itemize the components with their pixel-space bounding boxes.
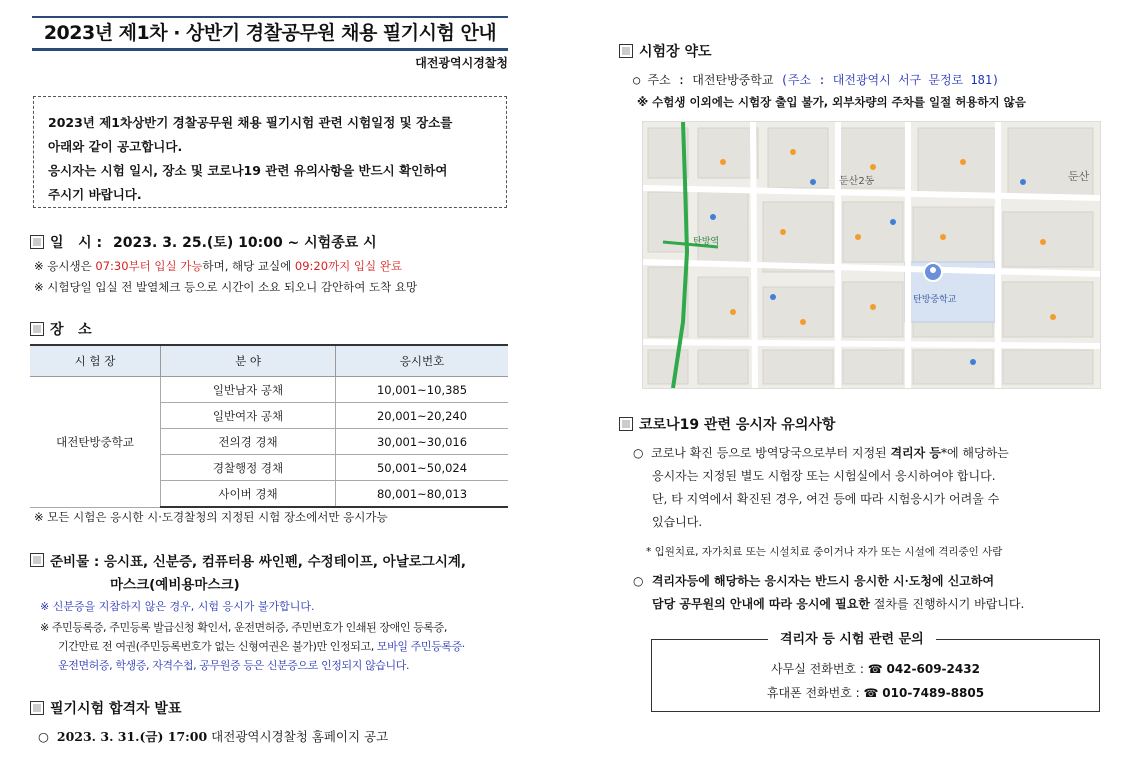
notice-line-2: 아래와 같이 공고합니다.	[48, 139, 183, 154]
range-cell: 50,001~50,024	[336, 455, 509, 481]
map-heading	[619, 41, 712, 61]
section-box-icon	[30, 235, 44, 249]
result-line	[38, 727, 388, 745]
section-box-icon	[619, 44, 633, 58]
phone-icon: ☎	[867, 662, 883, 676]
contact-mobile-label: 휴대폰 전화번호 :	[766, 686, 864, 700]
items-heading-line-2: 마스크(예비용마스크)	[110, 577, 240, 593]
covid-p1-line4: 있습니다.	[652, 515, 703, 529]
venue-note: ※ 모든 시험은 응시한 시·도경찰청의 지정된 시험 장소에서만 응시가능	[34, 510, 388, 524]
result-bullet: ○	[38, 729, 49, 744]
field-cell: 전의경 경채	[161, 429, 336, 455]
map-graphic	[643, 122, 1100, 388]
venue-table	[30, 344, 508, 508]
items-note-2b-blue: 모바일 주민등록증·	[376, 640, 465, 653]
venue-school-cell: 대전탄방중학교	[30, 377, 161, 508]
result-text: 대전광역시경찰청 홈페이지 공고	[211, 729, 389, 744]
map-heading-label: 시험장 약도	[639, 44, 712, 60]
section-box-icon	[30, 322, 44, 336]
field-cell: 사이버 경채	[161, 481, 336, 508]
result-date: 2023. 3. 31.(금) 17:00	[56, 729, 208, 744]
notice-box	[33, 96, 507, 208]
schedule-note-1-pre: ※ 응시생은	[34, 259, 96, 273]
covid-paragraph-2	[633, 570, 1101, 616]
contact-title: 격리자 등 시험 관련 문의	[768, 628, 936, 647]
covid-p1-line1	[633, 442, 1101, 465]
items-note-2c: 운전면허증, 학생증, 자격수첩, 공무원증 등은 신분증으로 인정되지 않습니다.	[58, 659, 410, 672]
items-note-2b-pre: 기간만료 전 여권(주민등록번호가 없는 신형여권은 불가)만 인정되고,	[58, 640, 377, 653]
map-address-pre: ○ 주소 : 대전탄방중학교	[633, 73, 781, 87]
covid-p2-bullet: ○	[633, 574, 644, 588]
range-cell: 30,001~30,016	[336, 429, 509, 455]
location-map[interactable]	[642, 121, 1101, 389]
range-cell: 20,001~20,240	[336, 403, 509, 429]
covid-p1-post: *에 해당하는	[941, 446, 1009, 460]
covid-p1-bullet: ○	[633, 446, 644, 460]
items-note-2b	[58, 638, 465, 654]
contact-office-label: 사무실 전화번호 :	[771, 662, 868, 676]
venue-table-header	[30, 345, 508, 377]
items-heading-line-1: 준비물 : 응시표, 신분증, 컴퓨터용 싸인펜, 수정테이프, 아날로그시계,	[50, 554, 467, 570]
map-address-blue: (주소 : 대전광역시 서구 문정로 181)	[780, 73, 1000, 87]
result-heading	[30, 698, 181, 718]
covid-p2-line1	[633, 570, 1101, 593]
contact-office-line	[651, 660, 1100, 677]
section-box-icon	[30, 553, 44, 567]
covid-p1-pre: 코로나 확진 등으로 방역당국으로부터 지정된	[651, 446, 891, 460]
map-label-district: 둔산2동	[839, 176, 875, 187]
col-header-number: 응시번호	[336, 345, 509, 377]
covid-heading-label: 코로나19 관련 응시자 유의사항	[639, 417, 836, 433]
venue-heading	[30, 319, 92, 339]
range-cell: 10,001~10,385	[336, 377, 509, 403]
schedule-note-1-red1: 07:30부터 입실 가능	[95, 259, 203, 273]
schedule-note-1-red2: 09:20까지 입실 완료	[294, 259, 402, 273]
map-label-dunsan: 둔산	[1068, 170, 1090, 183]
schedule-note-1	[34, 258, 402, 274]
map-label-station: 탄방역	[693, 237, 720, 247]
schedule-heading-prefix: 일 시 :	[50, 235, 108, 251]
phone-icon: ☎	[863, 686, 879, 700]
field-cell: 경찰행정 경채	[161, 455, 336, 481]
covid-heading	[619, 414, 835, 434]
range-cell: 80,001~80,013	[336, 481, 509, 508]
covid-p2-line1-text: 격리자등에 해당하는 응시자는 반드시 응시한 시·도청에 신고하여	[651, 574, 995, 588]
col-header-venue: 시 험 장	[30, 345, 161, 377]
covid-p2-line2	[633, 593, 1101, 616]
contact-mobile-line	[651, 684, 1100, 701]
venue-heading-label: 장 소	[50, 322, 92, 338]
contact-office-phone: 042-609-2432	[886, 662, 980, 676]
table-row	[30, 377, 508, 403]
items-note-1: ※ 신분증을 지참하지 않은 경우, 시험 응시가 불가합니다.	[40, 600, 315, 613]
contact-mobile-phone: 010-7489-8805	[882, 686, 985, 700]
notice-line-4: 주시기 바랍니다.	[48, 187, 142, 202]
covid-paragraph-1	[633, 442, 1101, 534]
covid-p1-line2: 응시자는 지정된 별도 시험장 또는 시험실에서 응시하여야 합니다.	[652, 469, 996, 483]
map-address	[633, 71, 999, 88]
section-box-icon	[619, 417, 633, 431]
covid-footnote: * 입원치료, 자가치료 또는 시설치료 중이거나 자가 또는 시설에 격리중인 사람	[646, 546, 1003, 558]
schedule-heading-value: 2023. 3. 25.(토) 10:00 ~ 시험종료 시	[113, 235, 377, 251]
title-bottom-rule	[32, 48, 508, 51]
field-cell: 일반남자 공채	[161, 377, 336, 403]
organization-name: 대전광역시경찰청	[415, 56, 508, 70]
map-warning: ※ 수험생 이외에는 시험장 출입 불가, 외부차량의 주차를 일절 허용하지 않음	[637, 95, 1026, 109]
items-note-2a: ※ 주민등록증, 주민등록 발급신청 확인서, 운전면허증, 주민번호가 인쇄된 장애인 등록증,	[40, 621, 447, 634]
covid-p1-line3: 단, 타 지역에서 확진된 경우, 여건 등에 따라 시험응시가 어려울 수	[652, 492, 1000, 506]
covid-p2-line2-rest: 절차를 진행하시기 바랍니다.	[869, 597, 1025, 611]
field-cell: 일반여자 공채	[161, 403, 336, 429]
col-header-field: 분 야	[161, 345, 336, 377]
school-pin-icon	[924, 263, 942, 281]
section-box-icon	[30, 701, 44, 715]
schedule-note-2: ※ 시험당일 입실 전 발열체크 등으로 시간이 소요 되오니 감안하여 도착 요망	[34, 280, 418, 294]
covid-p2-line2-bold: 담당 공무원의 안내에 따라 응시에 필요한	[652, 597, 870, 611]
notice-line-3: 응시자는 시험 일시, 장소 및 코로나19 관련 유의사항을 반드시 확인하여	[48, 163, 448, 178]
map-label-school: 탄방중학교	[913, 295, 957, 305]
schedule-note-1-mid: 하며, 해당 교실에	[202, 259, 295, 273]
schedule-heading	[30, 232, 377, 252]
items-heading	[30, 550, 466, 570]
page-title: 2023년 제1차 · 상반기 경찰공무원 채용 필기시험 안내	[43, 22, 497, 44]
covid-p1-bold: 격리자 등	[890, 446, 941, 460]
notice-line-1: 2023년 제1차상반기 경찰공무원 채용 필기시험 관련 시험일정 및 장소를	[48, 115, 453, 130]
result-heading-label: 필기시험 합격자 발표	[50, 701, 182, 717]
